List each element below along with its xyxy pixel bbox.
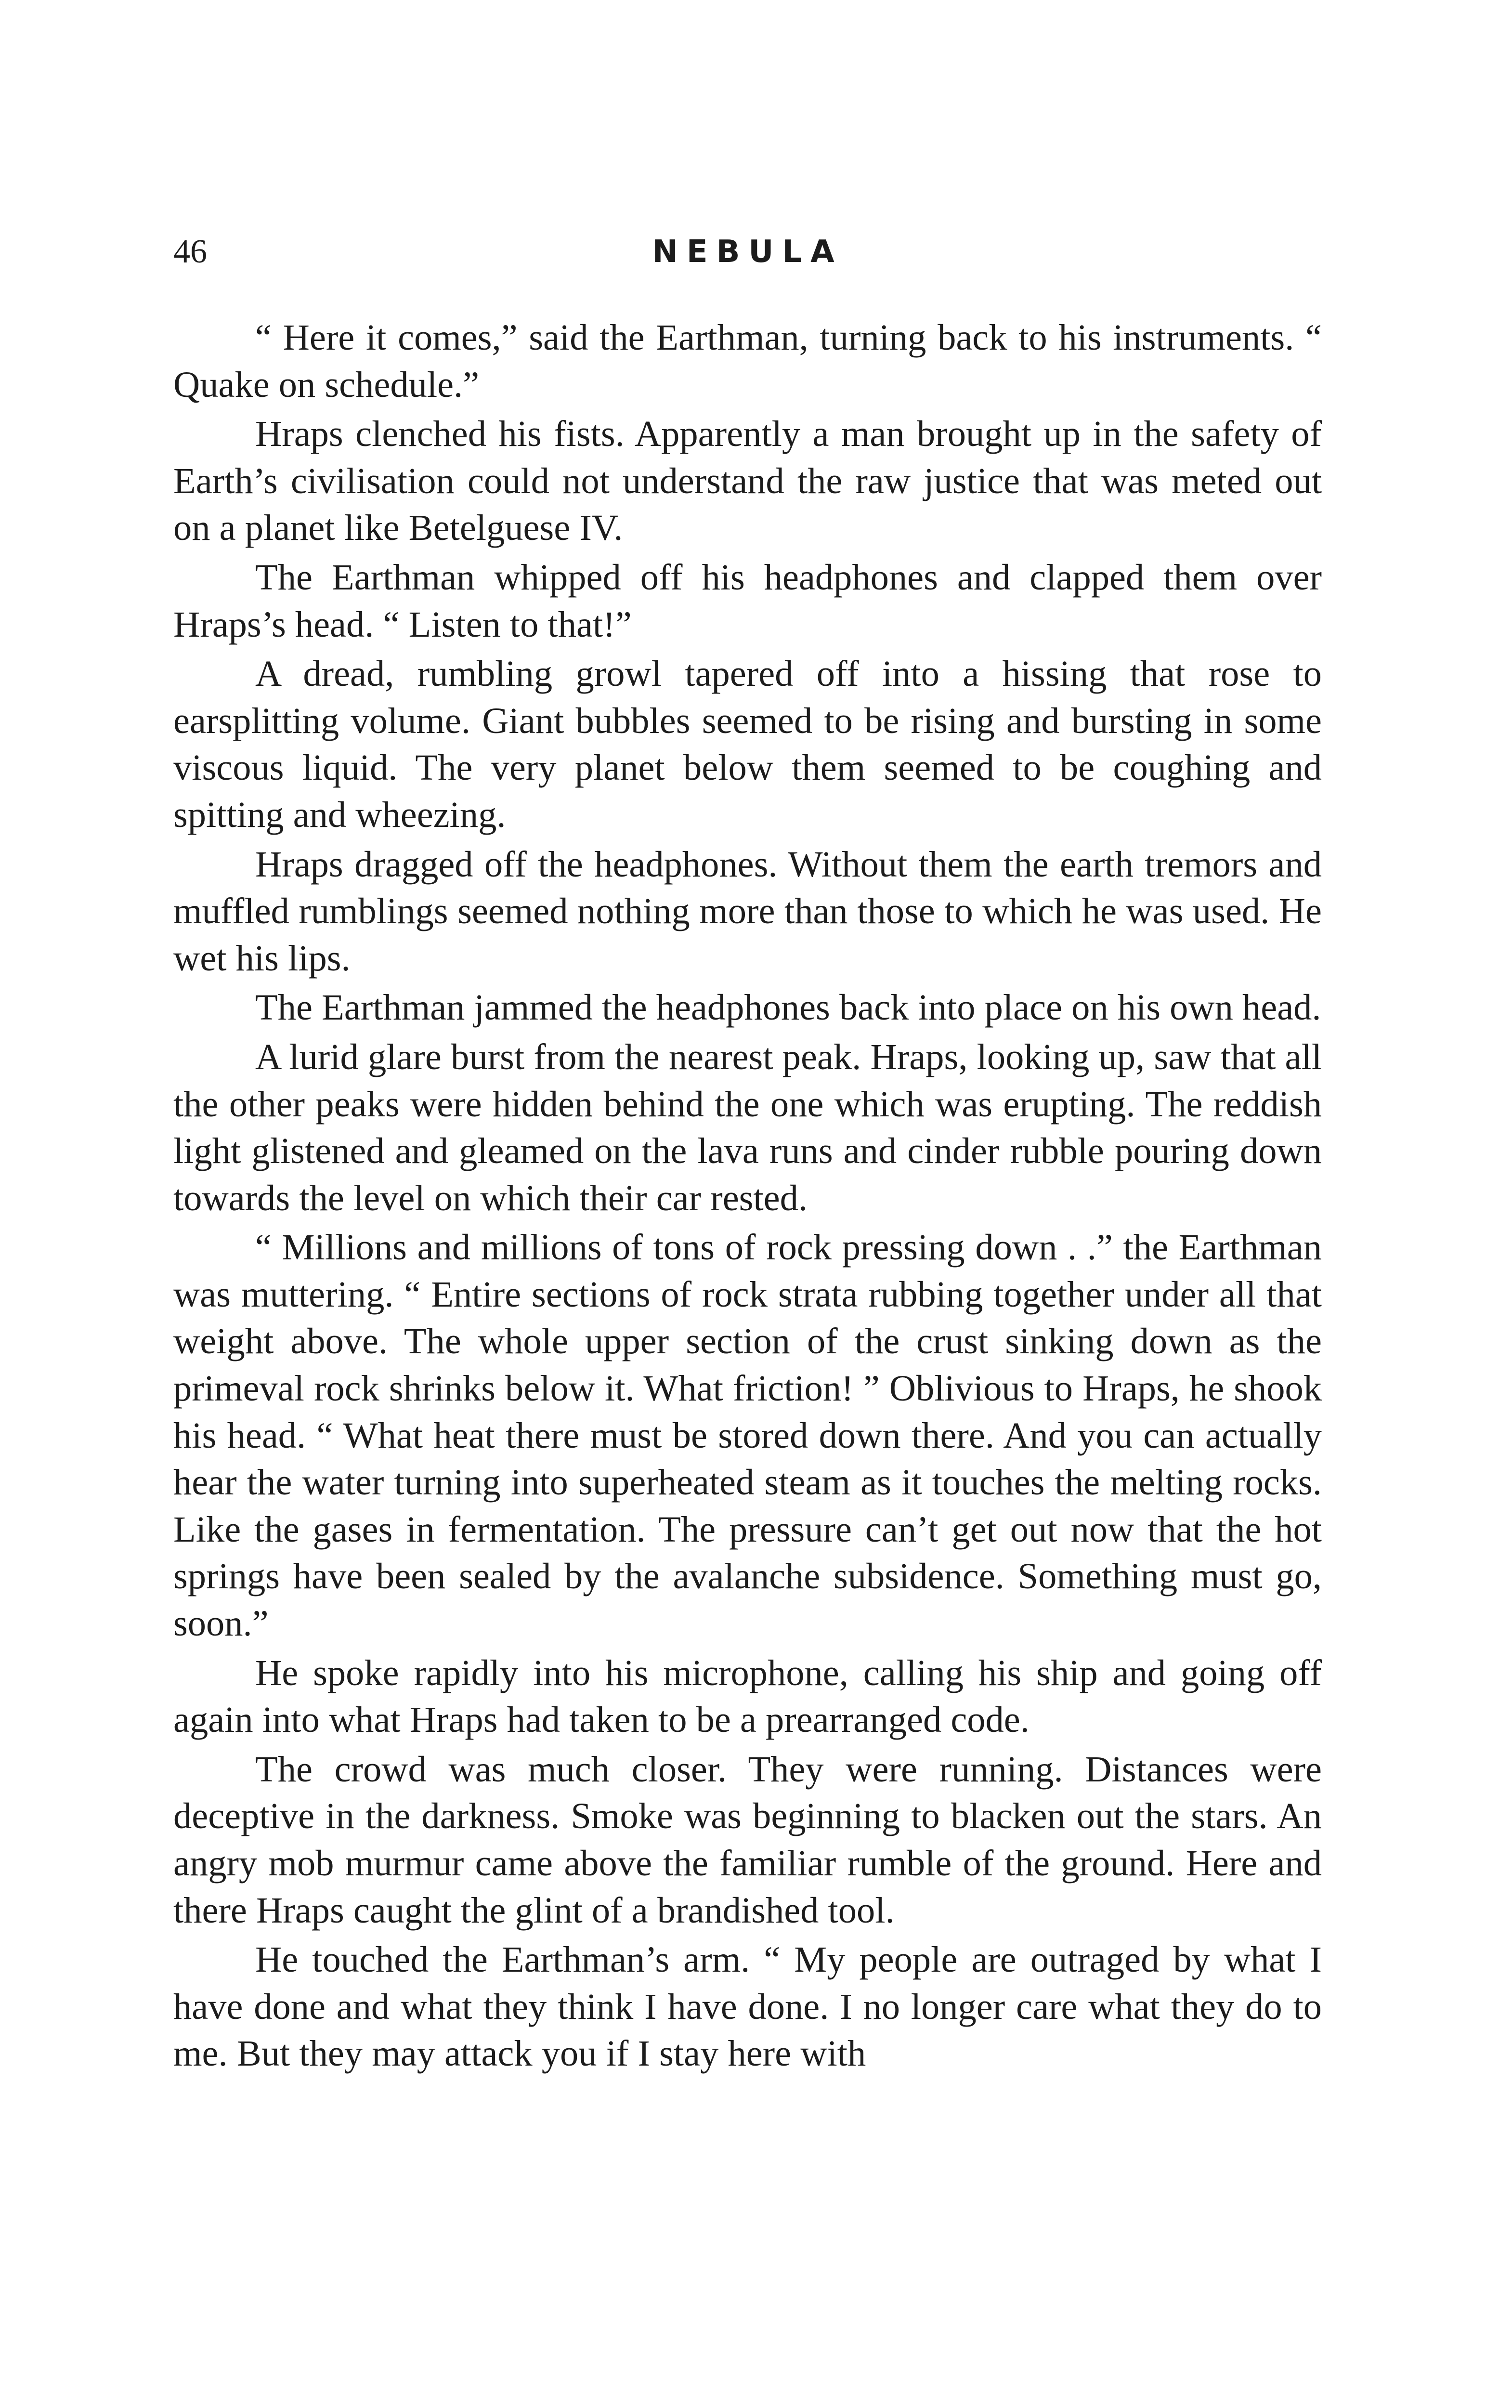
paragraph: Hraps dragged off the headphones. Without them the earth tremors and muffled rumblings seemed nothing more than those to which he was used. He wet his lips. [173, 843, 1322, 979]
body-text [173, 314, 1322, 2080]
paragraph: The crowd was much closer. They were running. Distances were deceptive in the darkness. Smoke was beginning to blacken out the stars. An angry mob murmur came above the familiar rumble of the ground. Here and there Hraps caught the glint of a brandished tool. [173, 1748, 1322, 1931]
paragraph: A lurid glare burst from the nearest peak. Hraps, looking up, saw that all the other peaks were hidden behind the one which was erupting. The reddish light glistened and gleamed on the lava runs and cinder rubble pouring down towards the level on which their car rested. [173, 1036, 1322, 1218]
page-number: 46 [173, 233, 207, 270]
paragraph: A dread, rumbling growl tapered off into a hissing that rose to earsplitting volume. Giant bubbles seemed to be rising and bursting in some viscous liquid. The very planet below them seemed to be coughing and spitting and wheezing. [173, 653, 1322, 835]
paragraph: He touched the Earthman’s arm. “ My people are outraged by what I have done and what they think I have done. I no longer care what they do to me. But they may attack you if I stay here with [173, 1939, 1322, 2074]
paragraph: Hraps clenched his fists. Apparently a man brought up in the safety of Earth’s civilisation could not understand the raw justice that was meted out on a planet like Betelguese IV. [173, 413, 1322, 549]
paragraph: “ Here it comes,” said the Earthman, turning back to his instruments. “ Quake on schedule.” [173, 317, 1322, 405]
running-title: NEBULA [652, 234, 843, 270]
paragraph: The Earthman whipped off his headphones and clapped them over Hraps’s head. “ Listen to that!” [173, 556, 1322, 645]
paragraph: He spoke rapidly into his microphone, calling his ship and going off again into what Hraps had taken to be a prearranged code. [173, 1652, 1322, 1741]
page-header [173, 230, 1322, 274]
paragraph: The Earthman jammed the headphones back into place on his own head. [255, 987, 1321, 1028]
paragraph: “ Millions and millions of tons of rock pressing down . .” the Earthman was muttering. “ Entire sections of rock strata rubbing together under all that weight above. The whole upper section of the crust sinking down as the primeval rock shrinks below it. What friction! ” Oblivious to Hraps, he shook his head. “ What heat there must be stored down there. And you can actually hear the water turning into superheated steam as it touches the melting rocks. Like the gases in fermentation. The pressure can’t get out now that the hot springs have been sealed by the avalanche subsidence. Something must go, soon.” [173, 1227, 1322, 1644]
